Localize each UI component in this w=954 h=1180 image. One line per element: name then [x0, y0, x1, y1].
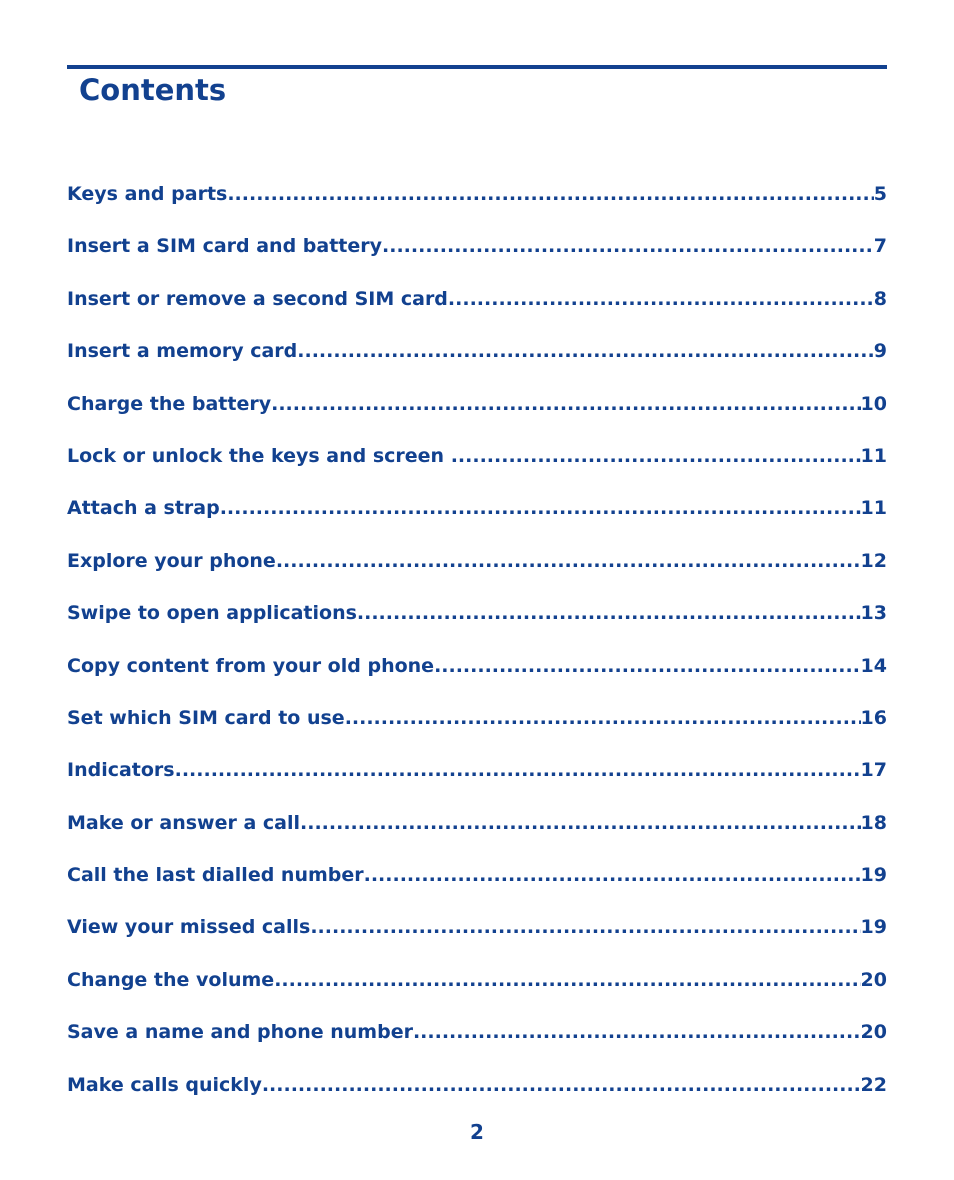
- toc-entry[interactable]: [67, 543, 887, 595]
- page-number: 2: [470, 1120, 484, 1144]
- toc-entry[interactable]: [67, 595, 887, 647]
- toc-entry-page: 10: [860, 392, 887, 415]
- toc-dot-leader: [297, 333, 874, 369]
- toc-entry-label: Call the last dialled number: [67, 864, 364, 887]
- toc-dot-leader: [310, 909, 860, 945]
- toc-entry-label: Explore your phone: [67, 549, 276, 572]
- toc-dot-leader: [276, 543, 861, 579]
- toc-entry[interactable]: [67, 176, 887, 228]
- toc-entry-page: 5: [873, 183, 887, 205]
- toc-entry-label: Insert or remove a second SIM card: [67, 287, 448, 310]
- toc-entry[interactable]: [67, 1014, 887, 1066]
- toc-entry-page: 8: [873, 287, 887, 310]
- toc-dot-leader: [175, 752, 861, 788]
- toc-entry-label: Save a name and phone number: [67, 1021, 413, 1044]
- toc-dot-leader: [451, 438, 861, 474]
- toc-entry-label: Change the volume: [67, 968, 275, 991]
- toc-entry-label: Indicators: [67, 759, 175, 782]
- toc-entry-label: Keys and parts: [67, 183, 228, 205]
- toc-entry[interactable]: [67, 228, 887, 280]
- toc-entry-label: Lock or unlock the keys and screen: [67, 444, 451, 467]
- toc-entry[interactable]: [67, 648, 887, 700]
- toc-entry-page: 19: [860, 864, 887, 887]
- toc-entry[interactable]: [67, 490, 887, 542]
- toc-dot-leader: [220, 490, 861, 526]
- toc-entry-page: 16: [860, 706, 887, 729]
- toc-dot-leader: [448, 281, 874, 317]
- toc-entry-label: Swipe to open applications: [67, 602, 357, 625]
- table-of-contents: [67, 176, 887, 1119]
- toc-dot-leader: [434, 648, 860, 684]
- toc-entry[interactable]: [67, 281, 887, 333]
- toc-entry-label: Make or answer a call: [67, 811, 301, 834]
- toc-entry-label: Insert a SIM card and battery: [67, 235, 383, 258]
- toc-entry-page: 14: [860, 654, 887, 677]
- toc-entry[interactable]: [67, 438, 887, 490]
- toc-entry-label: Copy content from your old phone: [67, 654, 435, 677]
- page-title: Contents: [79, 73, 227, 107]
- toc-entry[interactable]: [67, 386, 887, 438]
- toc-dot-leader: [382, 228, 874, 264]
- toc-entry-page: 17: [860, 759, 887, 782]
- toc-entry-page: 9: [873, 340, 887, 363]
- toc-dot-leader: [262, 1067, 861, 1103]
- toc-dot-leader: [364, 857, 861, 893]
- toc-entry-page: 12: [860, 549, 887, 572]
- toc-entry-label: Make calls quickly: [67, 1073, 262, 1096]
- toc-entry[interactable]: [67, 805, 887, 857]
- toc-entry-label: View your missed calls: [67, 916, 311, 939]
- toc-entry-label: Insert a memory card: [67, 340, 298, 363]
- toc-entry[interactable]: [67, 909, 887, 961]
- toc-dot-leader: [274, 962, 860, 998]
- toc-entry-label: Attach a strap: [67, 497, 220, 520]
- toc-entry-page: 11: [860, 497, 887, 520]
- toc-entry-label: Charge the battery: [67, 392, 272, 415]
- toc-dot-leader: [357, 595, 861, 631]
- toc-entry-page: 11: [860, 444, 887, 467]
- toc-entry[interactable]: [67, 700, 887, 752]
- toc-dot-leader: [227, 176, 873, 212]
- toc-entry-page: 13: [860, 602, 887, 625]
- toc-entry[interactable]: [67, 752, 887, 804]
- toc-entry-page: 7: [873, 235, 887, 258]
- toc-entry[interactable]: [67, 333, 887, 385]
- toc-dot-leader: [271, 386, 860, 422]
- toc-entry-label: Set which SIM card to use: [67, 706, 345, 729]
- toc-entry-page: 22: [860, 1073, 887, 1096]
- toc-entry[interactable]: [67, 857, 887, 909]
- toc-entry[interactable]: [67, 1067, 887, 1119]
- toc-entry-page: 18: [860, 811, 887, 834]
- toc-dot-leader: [413, 1014, 861, 1050]
- toc-entry-page: 19: [860, 916, 887, 939]
- toc-entry-page: 20: [860, 1021, 887, 1044]
- toc-entry-page: 20: [860, 968, 887, 991]
- toc-dot-leader: [345, 700, 861, 736]
- toc-dot-leader: [300, 805, 861, 841]
- toc-entry[interactable]: [67, 962, 887, 1014]
- title-rule: [67, 65, 887, 69]
